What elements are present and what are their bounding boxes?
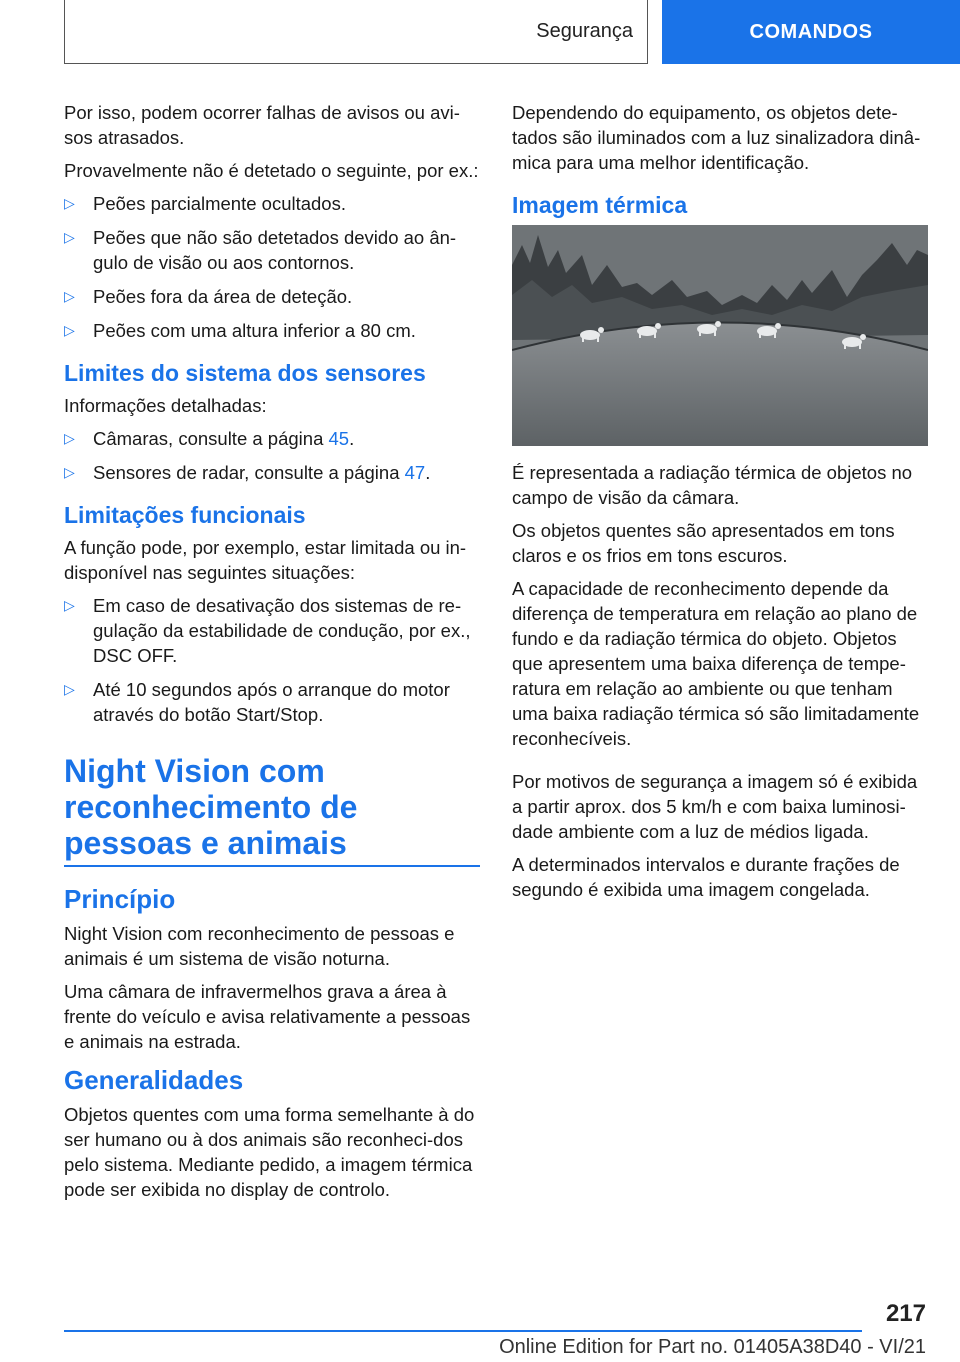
triangle-bullet-icon: ▷: [64, 322, 75, 338]
list-item: ▷ Até 10 segundos após o arranque do motor através do botão Start/Stop.: [64, 679, 450, 725]
triangle-bullet-icon: ▷: [64, 430, 75, 446]
thermal-image-illustration: [512, 225, 928, 446]
header-section-tab: [64, 0, 648, 64]
page-link-45[interactable]: 45: [328, 428, 350, 449]
paragraph: Informações detalhadas:: [64, 395, 267, 416]
triangle-bullet-icon: ▷: [64, 288, 75, 304]
list-item: ▷ Peões parcialmente ocultados.: [64, 193, 346, 214]
paragraph: Os objetos quentes são apresentados em tons claros e os frios em tons escuros.: [512, 520, 895, 566]
header-chapter-tab: [662, 0, 960, 64]
list-item: ▷ Peões fora da área de deteção.: [64, 286, 353, 307]
list-item: ▷ Em caso de desativação dos sistemas de re-gulação da estabilidade de condução, por ex., DSC OFF.: [64, 595, 471, 666]
heading-principle: Princípio: [64, 884, 176, 914]
heading-limits: Limites do sistema dos sensores: [64, 360, 426, 386]
triangle-bullet-icon: ▷: [64, 464, 75, 480]
list-item: ▷ Sensores de radar, consulte a página 47.: [64, 462, 431, 483]
paragraph: Provavelmente não é detetado o seguinte, por ex.:: [64, 160, 479, 181]
paragraph: Objetos quentes com uma forma semelhante à do ser humano ou à dos animais são reconheci-dos pelo sistema. Mediante pedido, a imagem térmica pode ser exibida no display de controlo.: [64, 1104, 475, 1200]
triangle-bullet-icon: ▷: [64, 597, 75, 613]
right-column: [512, 100, 928, 910]
triangle-bullet-icon: ▷: [64, 681, 75, 697]
heading-functional-limits: Limitações funcionais: [64, 502, 306, 528]
list-item: ▷ Peões com uma altura inferior a 80 cm.: [64, 320, 416, 341]
page-number: 217: [885, 1300, 926, 1327]
footer-rule: [64, 1330, 862, 1332]
bullet-list: [64, 593, 480, 727]
header-chapter-title: COMANDOS: [749, 20, 873, 43]
heading-rule: [64, 865, 480, 867]
paragraph: A determinados intervalos e durante frações de segundo é exibida uma imagem congelada.: [512, 854, 900, 900]
bullet-list: [64, 191, 480, 343]
paragraph: A função pode, por exemplo, estar limitada ou in-disponível nas seguintes situações:: [64, 537, 467, 583]
triangle-bullet-icon: ▷: [64, 195, 75, 211]
heading-general: Generalidades: [64, 1065, 244, 1095]
chapter-heading-night-vision: Night Vision com reconhecimento de pessoas e animais: [64, 753, 358, 861]
paragraph: Uma câmara de infravermelhos grava a área à frente do veículo e avisa relativamente a pessoas e animais na estrada.: [64, 981, 471, 1052]
footer-edition: Online Edition for Part no. 01405A38D40 - VI/21: [499, 1336, 926, 1358]
paragraph: Por isso, podem ocorrer falhas de avisos ou avi-sos atrasados.: [64, 102, 460, 148]
header-section-title: Segurança: [536, 20, 633, 42]
paragraph: Night Vision com reconhecimento de pessoas e animais é um sistema de visão noturna.: [64, 923, 455, 969]
left-column: [64, 100, 480, 1210]
list-item: ▷ Câmaras, consulte a página 45.: [64, 428, 355, 449]
paragraph: É representada a radiação térmica de objetos no campo de visão da câmara.: [512, 462, 913, 508]
page-link-47[interactable]: 47: [404, 462, 426, 483]
heading-thermal-image: Imagem térmica: [512, 192, 688, 218]
paragraph: Dependendo do equipamento, os objetos dete-tados são iluminados com a luz sinalizadora dinâ-mica para uma melhor identificação.: [512, 102, 921, 173]
paragraph: A capacidade de reconhecimento depende da diferença de temperatura em relação ao plano de fundo e da radiação térmica do objeto. Objetos que apresentem uma baixa diferença de tempe-ratura em relação ao ambiente ou que tenham uma baixa radiação térmica só são limitadamente reconhecíveis.: [512, 578, 920, 749]
bullet-list: [64, 426, 480, 485]
triangle-bullet-icon: ▷: [64, 229, 75, 245]
paragraph: Por motivos de segurança a imagem só é exibida a partir aprox. dos 5 km/h e com baixa luminosi-dade ambiente com a luz de médios ligada.: [512, 771, 918, 842]
list-item: ▷ Peões que não são detetados devido ao ân-gulo de visão ou aos contornos.: [64, 227, 457, 273]
